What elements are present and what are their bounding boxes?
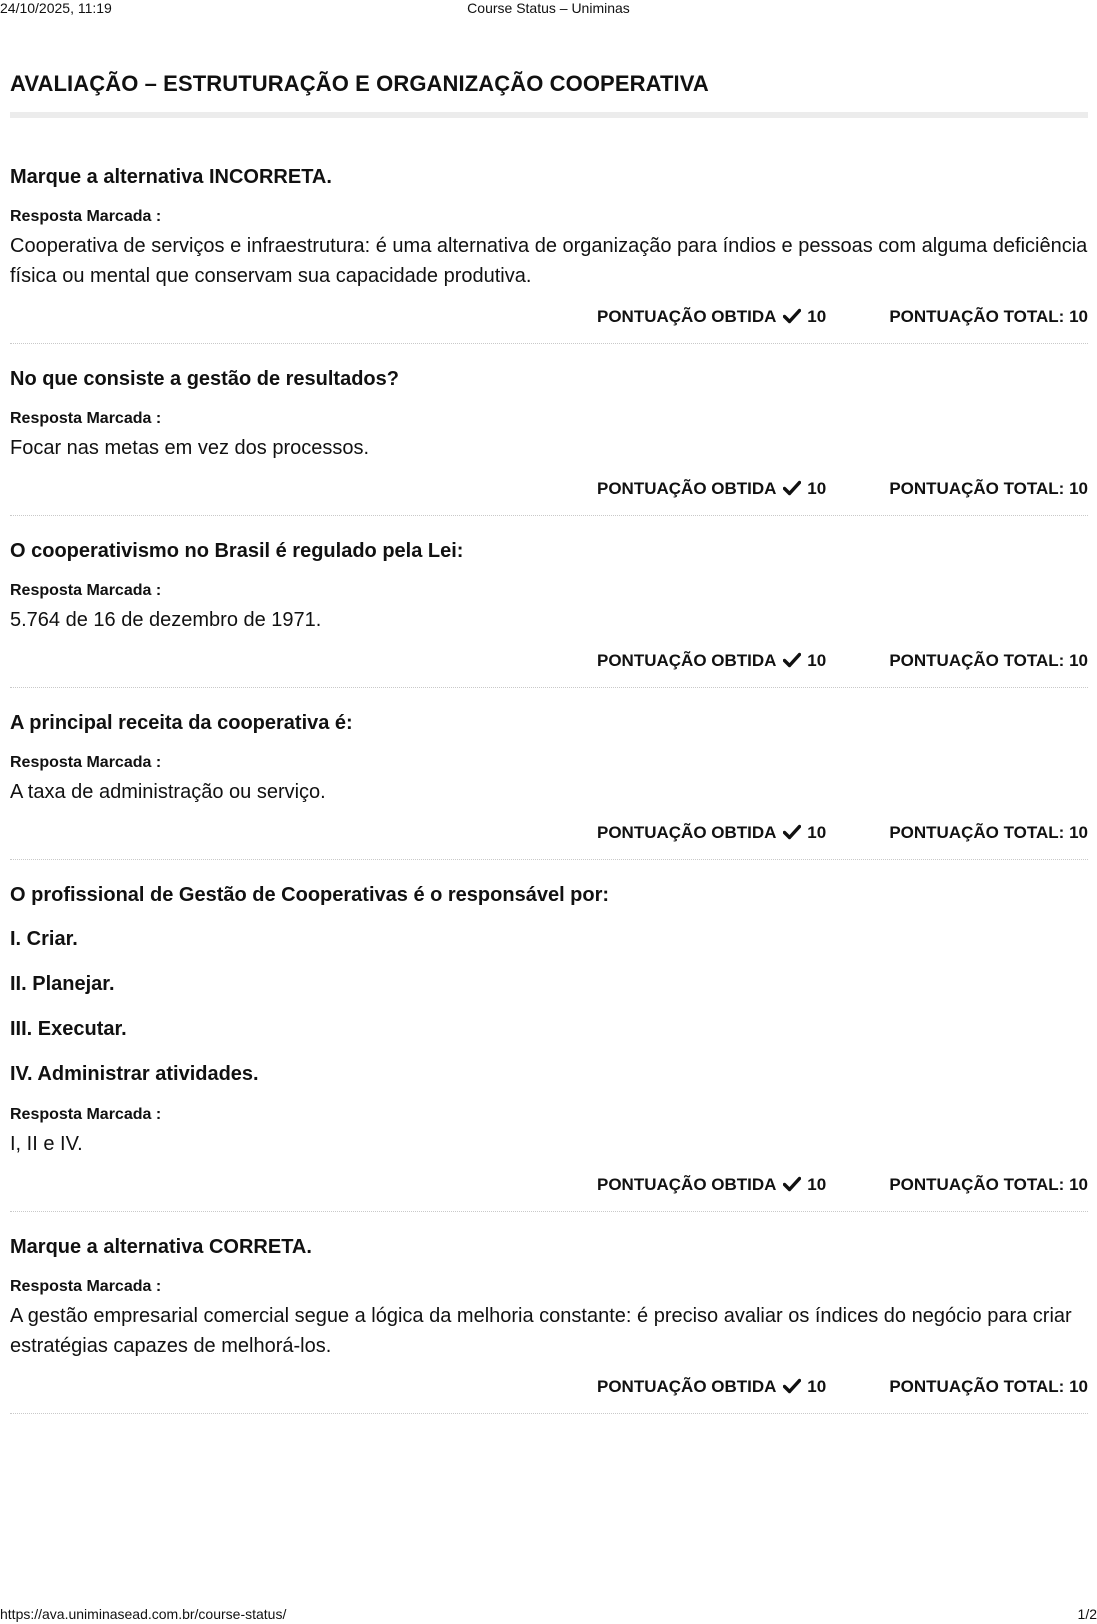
answer-label: Resposta Marcada : — [10, 1278, 162, 1295]
score-obtained — [597, 305, 826, 331]
score-total-label: PONTUAÇÃO TOTAL: — [889, 307, 1065, 326]
score-obtained-label: PONTUAÇÃO OBTIDA — [597, 651, 776, 670]
score-obtained — [597, 1375, 826, 1401]
score-obtained-label: PONTUAÇÃO OBTIDA — [597, 1175, 776, 1194]
score-total-value: 10 — [1069, 651, 1088, 670]
score-total — [889, 305, 1088, 329]
question-title: Marque a alternativa CORRETA. — [10, 1236, 312, 1258]
answer-label: Resposta Marcada : — [10, 208, 162, 225]
score-obtained-label: PONTUAÇÃO OBTIDA — [597, 823, 776, 842]
score-obtained-value: 10 — [807, 479, 827, 498]
check-icon — [783, 651, 801, 675]
score-row — [10, 821, 1088, 845]
score-row — [10, 649, 1088, 673]
title-divider — [10, 112, 1088, 118]
score-obtained — [597, 821, 826, 847]
answer-text: I, II e IV. — [10, 1133, 83, 1155]
question-title: O cooperativismo no Brasil é regulado pela Lei: — [10, 540, 464, 562]
score-total — [889, 1375, 1088, 1399]
question-block — [10, 164, 1088, 344]
answer-text: 5.764 de 16 de dezembro de 1971. — [10, 609, 322, 631]
score-total-label: PONTUAÇÃO TOTAL: — [889, 651, 1065, 670]
score-obtained — [597, 649, 826, 675]
answer-text: A gestão empresarial comercial segue a lógica da melhoria constante: é preciso avaliar os índices do negócio para criar estratégias capazes de melhorá-los. — [10, 1305, 1072, 1357]
score-total-value: 10 — [1069, 1175, 1088, 1194]
page-title: AVALIAÇÃO – ESTRUTURAÇÃO E ORGANIZAÇÃO COOPERATIVA — [10, 71, 709, 96]
print-header — [0, 0, 1097, 16]
score-total-value: 10 — [1069, 479, 1088, 498]
question-block — [10, 538, 1088, 688]
question-block — [10, 1234, 1088, 1414]
print-footer — [0, 1606, 1097, 1622]
score-obtained-label: PONTUAÇÃO OBTIDA — [597, 479, 776, 498]
score-total — [889, 821, 1088, 845]
answer-label: Resposta Marcada : — [10, 754, 162, 771]
question-option: IV. Administrar atividades. — [10, 1063, 259, 1085]
score-obtained-value: 10 — [807, 307, 827, 326]
score-obtained-value: 10 — [807, 823, 827, 842]
question-title: O profissional de Gestão de Cooperativas é o responsável por: — [10, 884, 610, 906]
question-block — [10, 366, 1088, 516]
check-icon — [783, 823, 801, 847]
answer-label: Resposta Marcada : — [10, 1106, 162, 1123]
score-obtained — [597, 477, 826, 503]
score-total — [889, 649, 1088, 673]
check-icon — [783, 1377, 801, 1401]
score-obtained-label: PONTUAÇÃO OBTIDA — [597, 307, 776, 326]
question-list — [10, 164, 1088, 1436]
answer-text: Focar nas metas em vez dos processos. — [10, 437, 370, 459]
score-total-value: 10 — [1069, 1377, 1088, 1396]
check-icon — [783, 307, 801, 331]
score-total-label: PONTUAÇÃO TOTAL: — [889, 1377, 1065, 1396]
check-icon — [783, 479, 801, 503]
score-row — [10, 1173, 1088, 1197]
question-title: A principal receita da cooperativa é: — [10, 712, 353, 734]
question-option: III. Executar. — [10, 1018, 127, 1040]
print-page-title: Course Status – Uniminas — [467, 0, 630, 16]
score-row — [10, 1375, 1088, 1399]
score-row — [10, 305, 1088, 329]
score-obtained-value: 10 — [807, 1377, 827, 1396]
score-obtained-value: 10 — [807, 651, 827, 670]
answer-text: A taxa de administração ou serviço. — [10, 781, 326, 803]
answer-text: Cooperativa de serviços e infraestrutura: é uma alternativa de organização para índios e pessoas com alguma deficiência física ou mental que conservam sua capacidade produtiva. — [10, 235, 1088, 287]
score-row — [10, 477, 1088, 501]
score-total-value: 10 — [1069, 307, 1088, 326]
score-total-value: 10 — [1069, 823, 1088, 842]
question-option: II. Planejar. — [10, 973, 115, 995]
question-block — [10, 882, 1088, 1212]
score-obtained — [597, 1173, 826, 1199]
score-total — [889, 1173, 1088, 1197]
print-page-number: 1/2 — [1077, 1606, 1097, 1622]
score-total-label: PONTUAÇÃO TOTAL: — [889, 479, 1065, 498]
question-block — [10, 710, 1088, 860]
check-icon — [783, 1175, 801, 1199]
print-datetime: 24/10/2025, 11:19 — [0, 0, 112, 16]
question-title: Marque a alternativa INCORRETA. — [10, 166, 332, 188]
question-option: I. Criar. — [10, 928, 78, 950]
score-total — [889, 477, 1088, 501]
score-obtained-value: 10 — [807, 1175, 827, 1194]
print-url: https://ava.uniminasead.com.br/course-status/ — [0, 1606, 287, 1622]
score-total-label: PONTUAÇÃO TOTAL: — [889, 1175, 1065, 1194]
question-title: No que consiste a gestão de resultados? — [10, 368, 399, 390]
score-obtained-label: PONTUAÇÃO OBTIDA — [597, 1377, 776, 1396]
question-options — [10, 926, 1088, 1087]
answer-label: Resposta Marcada : — [10, 582, 162, 599]
score-total-label: PONTUAÇÃO TOTAL: — [889, 823, 1065, 842]
answer-label: Resposta Marcada : — [10, 410, 162, 427]
